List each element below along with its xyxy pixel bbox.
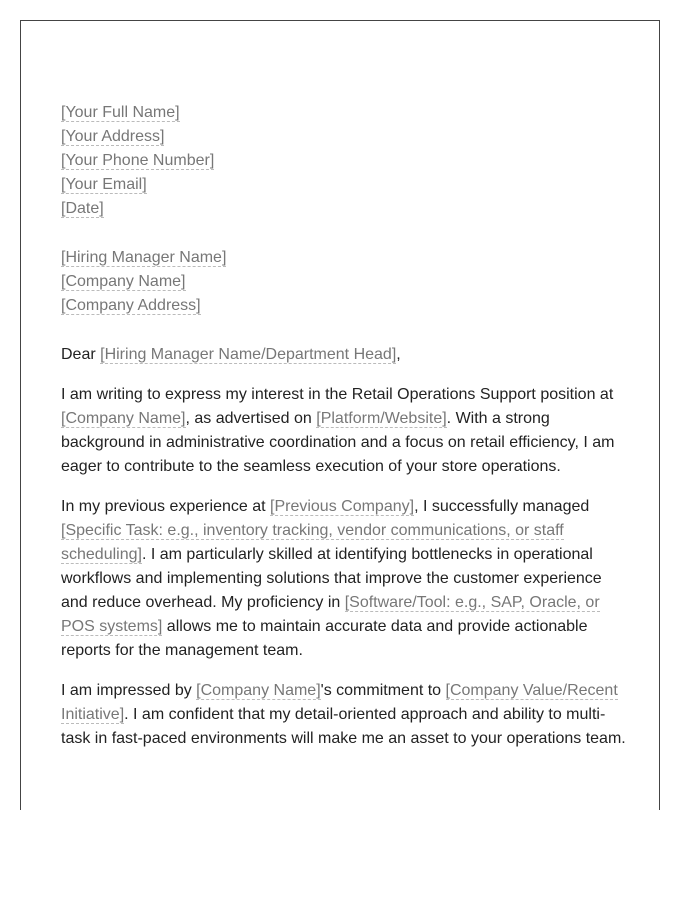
p3-company-value[interactable]: [Company Value/Recent Initiative] xyxy=(61,682,618,723)
letter-date[interactable]: [Date] xyxy=(61,200,104,217)
recipient-company-name[interactable]: [Company Name] xyxy=(61,273,186,290)
p1-platform[interactable]: [Platform/Website] xyxy=(316,410,447,427)
recipient-block xyxy=(61,246,631,318)
paragraph-3 xyxy=(61,679,631,751)
p2-software-tool[interactable]: [Software/Tool: e.g., SAP, Oracle, or POS systems] xyxy=(61,594,600,635)
date-line xyxy=(61,197,631,221)
p2-text-2: , I successfully managed xyxy=(414,498,590,515)
p1-company-name[interactable]: [Company Name] xyxy=(61,410,186,427)
sender-address[interactable]: [Your Address] xyxy=(61,128,165,145)
p2-text-4: allows me to maintain accurate data and provide actionable reports for the management team. xyxy=(61,618,588,659)
letter-text xyxy=(61,343,631,751)
p1-text-1: I am writing to express my interest in the Retail Operations Support position at xyxy=(61,386,614,403)
sender-phone[interactable]: [Your Phone Number] xyxy=(61,152,215,169)
salutation xyxy=(61,343,631,367)
paragraph-1 xyxy=(61,383,631,479)
p3-text-3: . I am confident that my detail-oriented approach and ability to multi-task in fast-paced environments will make me an asset to your operations team. xyxy=(61,706,626,747)
paragraph-2 xyxy=(61,495,631,663)
letter-body xyxy=(61,101,631,767)
p2-specific-task[interactable]: [Specific Task: e.g., inventory tracking, vendor communications, or staff scheduling] xyxy=(61,522,564,563)
p2-text-3: . I am particularly skilled at identifying bottlenecks in operational workflows and implementing solutions that improve the customer experience and reduce overhead. My proficiency in xyxy=(61,546,602,611)
salutation-name[interactable]: [Hiring Manager Name/Department Head] xyxy=(100,346,397,363)
sender-phone-line xyxy=(61,149,631,173)
recipient-company-address[interactable]: [Company Address] xyxy=(61,297,201,314)
sender-name-line xyxy=(61,101,631,125)
recipient-address-line xyxy=(61,294,631,318)
recipient-company-line xyxy=(61,270,631,294)
salutation-prefix: Dear xyxy=(61,346,101,363)
sender-address-line xyxy=(61,125,631,149)
recipient-name-line xyxy=(61,246,631,270)
sender-block xyxy=(61,101,631,221)
sender-email-line xyxy=(61,173,631,197)
p1-text-2: , as advertised on xyxy=(185,410,317,427)
p3-company-name[interactable]: [Company Name] xyxy=(196,682,321,699)
p3-text-1: I am impressed by xyxy=(61,682,197,699)
p2-text-1: In my previous experience at xyxy=(61,498,270,515)
p1-text-3: . With a strong background in administrative coordination and a focus on retail efficiency, I am eager to contribute to the seamless execution of your store operations. xyxy=(61,410,615,475)
sender-email[interactable]: [Your Email] xyxy=(61,176,147,193)
hiring-manager-name[interactable]: [Hiring Manager Name] xyxy=(61,249,227,266)
sender-full-name[interactable]: [Your Full Name] xyxy=(61,104,180,121)
salutation-suffix: , xyxy=(396,346,401,363)
letter-page xyxy=(20,20,660,810)
p3-text-2: 's commitment to xyxy=(320,682,446,699)
p2-previous-company[interactable]: [Previous Company] xyxy=(270,498,415,515)
